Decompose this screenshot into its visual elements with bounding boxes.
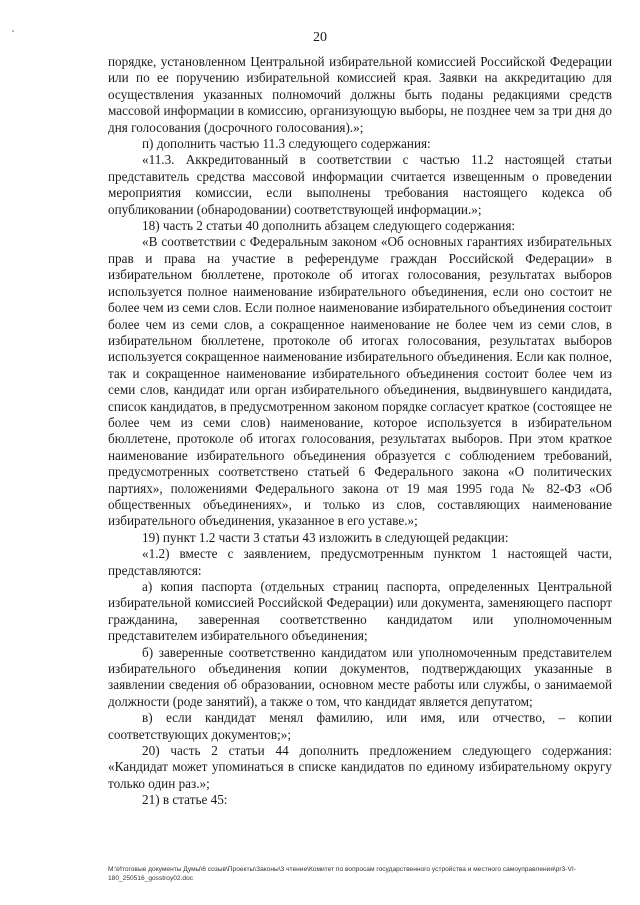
paragraph: «1.2) вместе с заявлением, предусмотренным пунктом 1 настоящей части, представляются: — [108, 546, 612, 578]
paragraph: в) если кандидат менял фамилию, или имя, или отчество, – копии соответствующих документов;»; — [108, 710, 612, 742]
paragraph: п) дополнить частью 11.3 следующего содержания: — [142, 136, 431, 152]
paragraph: 19) пункт 1.2 части 3 статьи 43 изложить в следующей редакции: — [142, 529, 509, 545]
paragraph: 21) в статье 45: — [142, 792, 228, 808]
page-number: 20 — [313, 30, 327, 45]
paragraph: «11.3. Аккредитованный в соответствии с частью 11.2 настоящей статьи представитель средства массовой информации считается извещенным о проведении мероприятия комиссии, если выполнены требования настоящего кодекса об опубликовании (обнародовании) соответствующей информации.»; — [108, 152, 612, 217]
paragraph: 18) часть 2 статьи 40 дополнить абзацем следующего содержания: — [142, 218, 516, 234]
paragraph: «В соответствии с Федеральным законом «Об основных гарантиях избирательных прав и права на участие в референдуме граждан Российской Федерации» в избирательном бюллетене, протоколе об итогах голосования, результатах выборов используется полное наименование избирательного объединения, если оно состоит не более чем из семи слов. Если полное наименование избирательного объединения состоит более чем из семи слов, а сокращенное наименование не более чем из семи слов, в избирательном бюллетене, протоколе об итогах голосования, результатах выборов используется сокращенное наименование избирательного объединения. Если как полное, так и сокращенное наименование избирательного объединения состоит более чем из семи слов, кандидат или орган избирательного объединения, выдвинувшего кандидата, список кандидатов, в предусмотренном законом порядке согласует краткое (состоящее не более чем из семи слов) наименование, которое используется в избирательном бюллетене, протоколе об итогах голосования, результатах выборов. При этом краткое наименование избирательного объединения образуется с соблюдением требований, предусмотренных соответствено статьей 6 Федерального закона «О политических партиях», положениями Федерального закона от 19 мая 1995 года № 82-ФЗ «Об общественных объединениях», и только из слов, составляющих наименование избирательного объединения, указанное в его уставе.»; — [108, 234, 612, 529]
paragraph: порядке, установленном Центральной избирательной комиссией Российской Федерации или по ее поручению избирательной комиссией края. Заявки на аккредитацию для осуществления указанных полномочий должны быть поданы редакциями средств массовой информации в комиссию, организующую выборы, не позднее чем за три дня до дня голосования (досрочного голосования).»; — [108, 54, 612, 135]
file-path-footer: M:\Итоговые документы Думы\6 созыв\Проекты\Законы\3 чтение\Комитет по вопросам государственного устройства и местного самоуправления\pr3-VI-180_250516_gosstroy02.doc — [108, 866, 576, 882]
paragraph: а) копия паспорта (отдельных страниц паспорта, определенных Центральной избирательной комиссией Российской Федерации) или документа, заменяющего паспорт гражданина, заверенная соответственно кандидатом или уполномоченным представителем избирательного объединения; — [108, 579, 612, 644]
paragraph: 20) часть 2 статьи 44 дополнить предложением следующего содержания: «Кандидат может упоминаться в списке кандидатов по единому избирательному округу только один раз.»; — [108, 743, 612, 791]
paragraph: б) заверенные соответственно кандидатом или уполномоченным представителем избирательного объединения копии документов, подтверждающих указанные в заявлении сведения об образовании, основном месте работы или службы, о занимаемой должности (роде занятий), а также о том, что кандидат является депутатом; — [108, 644, 612, 709]
document-body — [108, 54, 612, 809]
